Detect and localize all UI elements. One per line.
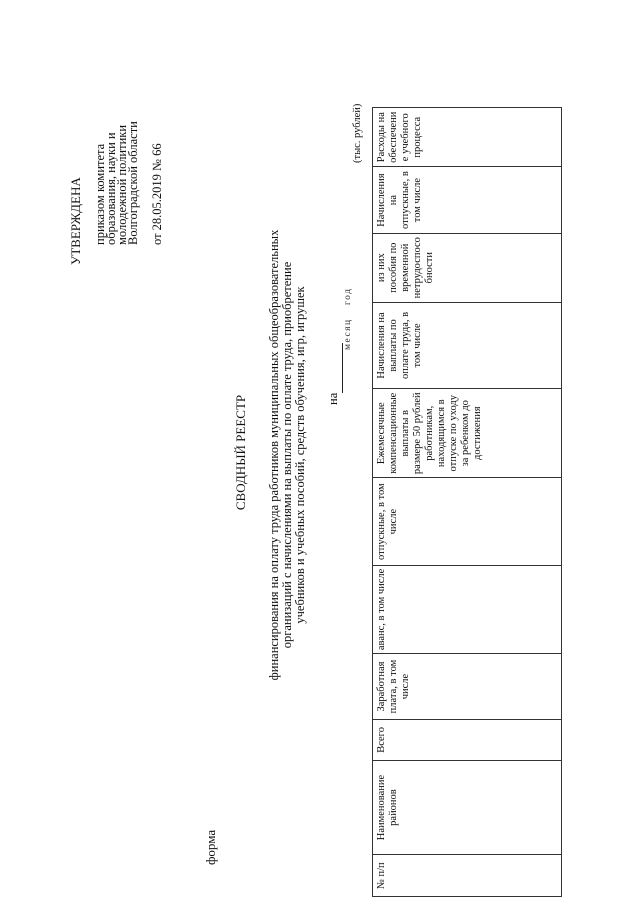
col-header-vacation: отпускные, в том числе <box>373 478 562 566</box>
approval-line: молодежной политики <box>115 124 129 245</box>
col-header-sick-leave: из них пособия по временной нетрудоспособности <box>373 233 562 302</box>
col-header-education-expenses: Расходы на обеспечение учебного процесса <box>373 108 562 167</box>
subtitle-line: учебников и учебных пособий, средств обучения, игр, игрушек <box>293 286 307 624</box>
approval-stamp: УТВЕРЖДЕНА <box>68 177 83 265</box>
col-header-number: № п/п <box>373 855 562 897</box>
year-label: год <box>343 287 353 305</box>
col-header-total: Всего <box>373 720 562 760</box>
table-header-row <box>373 108 562 897</box>
month-label: месяц <box>343 318 353 350</box>
col-header-compensation: Ежемесячные компенсационные выплаты в размере 50 рублей работникам, находящимся в отпуске по уходу за ребенком до достижения <box>373 389 562 478</box>
subtitle-line: организаций с начислениями на выплаты по оплате труда, приобретение <box>280 261 294 649</box>
col-header-payroll-accruals: Начисления на выплаты по оплате труда, в том числе <box>373 302 562 389</box>
subtitle-line: финансирования на оплату труда работников муниципальных общеобразовательных <box>267 229 281 681</box>
col-header-advance: аванс, в том числе <box>373 566 562 654</box>
col-header-district: Наименование районов <box>373 760 562 855</box>
col-header-vacation-accruals: Начисления на отпускные, в том числе <box>373 167 562 233</box>
registry-table <box>372 107 562 897</box>
approval-authority <box>95 121 139 245</box>
approval-line: Волгоградской области <box>126 121 140 245</box>
approval-line: образования, науки и <box>104 132 118 245</box>
col-header-salary: Заработная плата, в том числе <box>373 653 562 719</box>
units-label: (тыс. рублей) <box>352 103 363 163</box>
approval-line: приказом комитета <box>93 143 107 245</box>
document-subtitle <box>268 175 307 735</box>
document-title: СВОДНЫЙ РЕЕСТР <box>233 394 248 511</box>
approval-date: от 28.05.2019 № 66 <box>150 143 164 245</box>
form-label: форма <box>203 829 218 865</box>
date-fill-line <box>342 343 343 393</box>
date-prefix: на <box>326 392 340 405</box>
